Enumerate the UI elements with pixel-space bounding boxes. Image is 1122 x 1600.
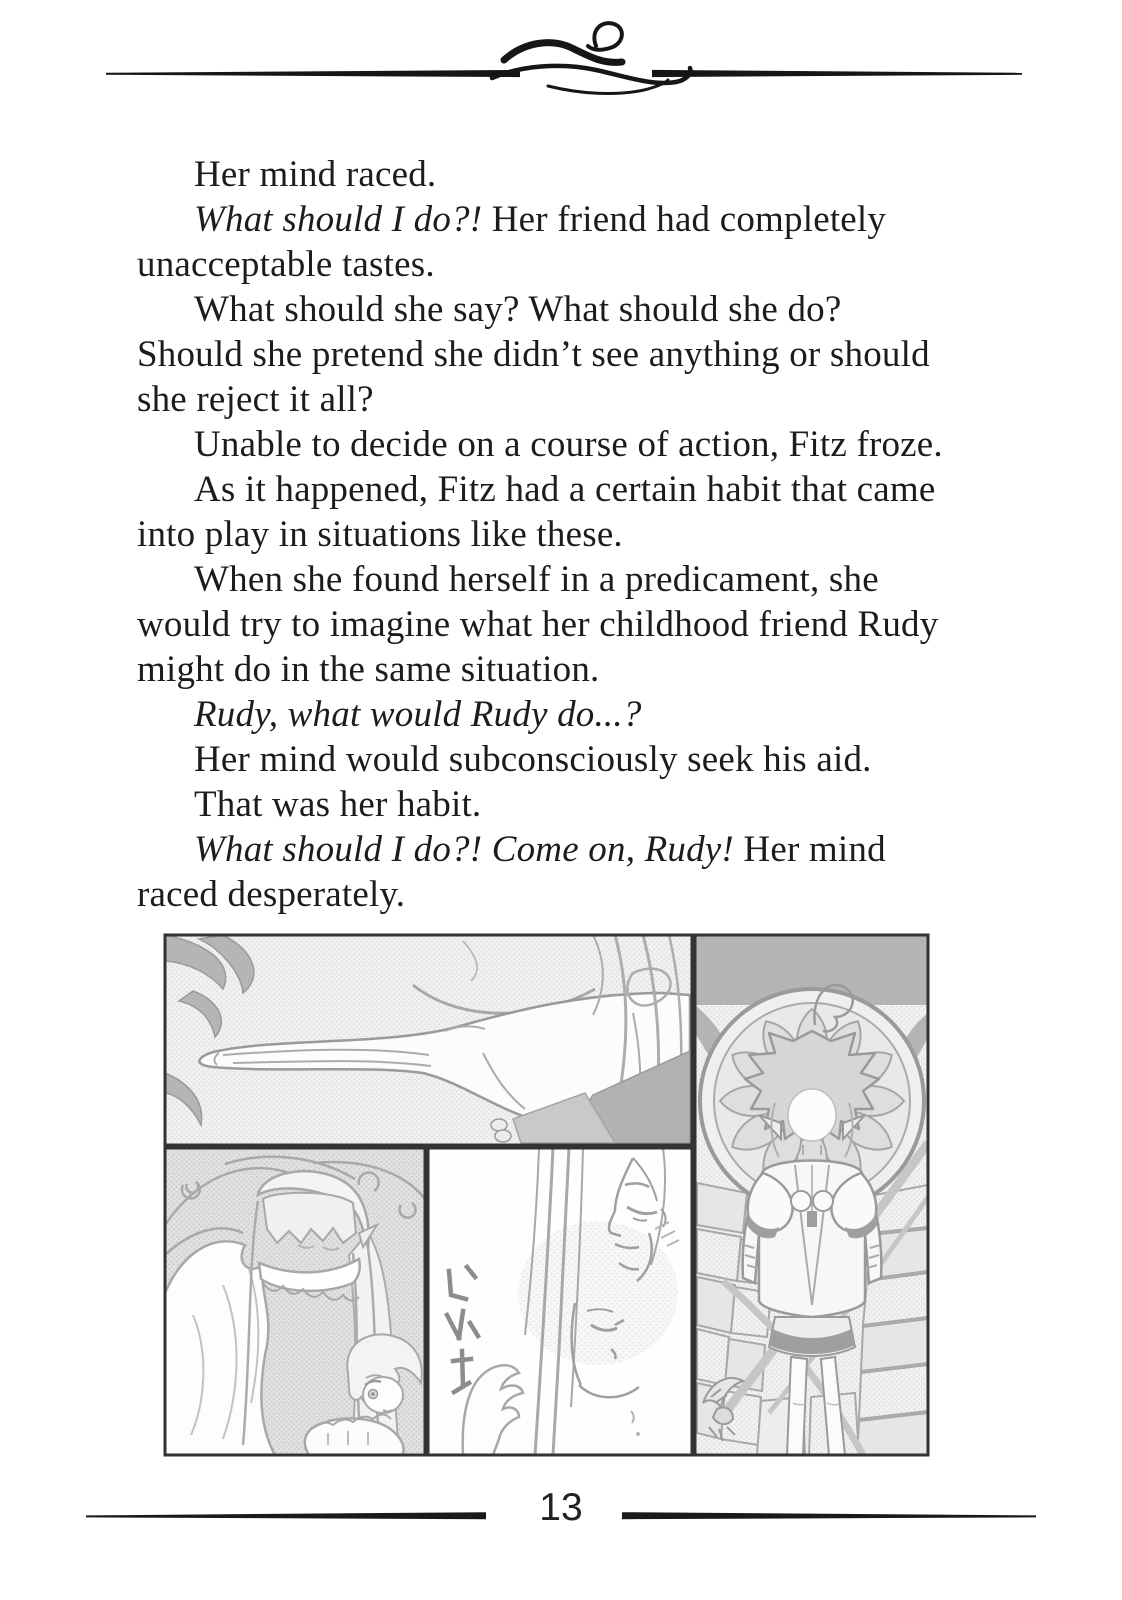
flourish-ornament bbox=[492, 23, 690, 93]
body-line: Rudy, what would Rudy do...? bbox=[194, 694, 642, 735]
body-line: That was her habit. bbox=[194, 784, 482, 825]
body-line: As it happened, Fitz had a certain habit that came bbox=[194, 469, 936, 510]
manga-panel-kiss-closeup bbox=[428, 1148, 692, 1455]
body-line: What should I do?! Come on, Rudy! Her mind bbox=[194, 829, 886, 870]
body-line: Should she pretend she didn’t see anything or should bbox=[137, 334, 930, 375]
body-text bbox=[137, 152, 1007, 917]
manga-illustration bbox=[163, 933, 930, 1457]
header-ornament bbox=[0, 0, 1122, 140]
header-rule-right bbox=[652, 70, 1022, 77]
body-line: might do in the same situation. bbox=[137, 649, 600, 690]
page-number: 13 bbox=[539, 1486, 583, 1529]
body-line: unacceptable tastes. bbox=[137, 244, 435, 285]
manga-panel-bed-scene bbox=[165, 1148, 425, 1455]
manga-panel-fitz-window bbox=[695, 935, 928, 1455]
body-line: What should I do?! Her friend had completely bbox=[194, 199, 887, 240]
header-rule-left bbox=[106, 70, 520, 77]
manga-panel-hand-closeup bbox=[165, 935, 692, 1145]
body-line: she reject it all? bbox=[137, 379, 374, 420]
body-line: would try to imagine what her childhood friend Rudy bbox=[137, 604, 939, 645]
body-line: What should she say? What should she do? bbox=[194, 289, 842, 330]
body-line: raced desperately. bbox=[137, 874, 406, 915]
body-line: Her mind raced. bbox=[194, 154, 437, 195]
body-line: When she found herself in a predicament, she bbox=[194, 559, 879, 600]
body-line: Her mind would subconsciously seek his aid. bbox=[194, 739, 872, 780]
body-line: into play in situations like these. bbox=[137, 514, 623, 555]
body-line: Unable to decide on a course of action, Fitz froze. bbox=[194, 424, 943, 465]
